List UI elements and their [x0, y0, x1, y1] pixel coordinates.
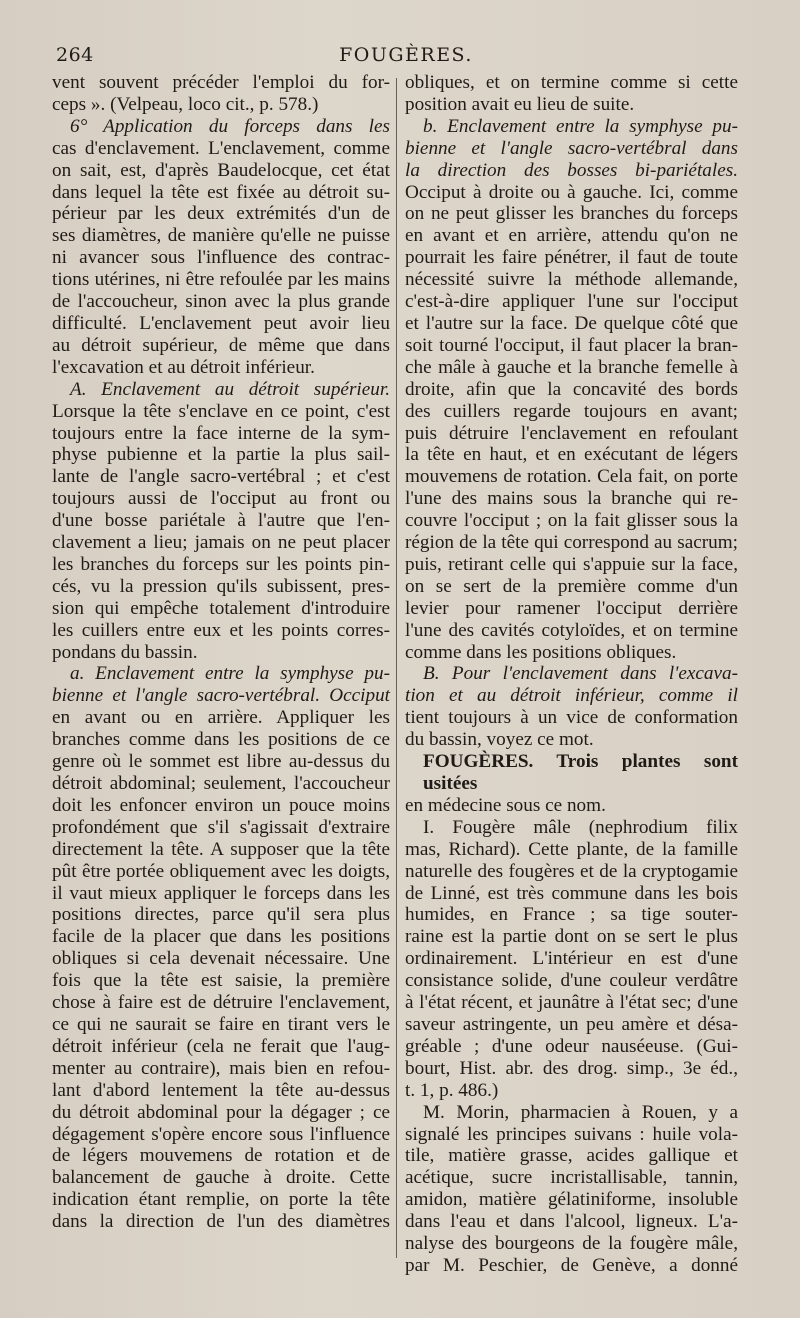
text-line: pourrait les faire pénétrer, il faut de toute: [405, 247, 738, 269]
text-line: nalyse des bourgeons de la fougère mâle,: [405, 1233, 738, 1255]
text-line: il vaut mieux appliquer le forceps dans les: [52, 882, 390, 904]
text-line: comme dans les positions obliques.: [405, 641, 677, 663]
text-line: ordinairement. L'intérieur en est d'une: [405, 948, 738, 970]
text-line: toujours entre la face interne de la sym-: [52, 422, 390, 444]
text-line: lant d'abord lentement la tête au-dessus: [52, 1079, 390, 1101]
text-line: détroit inférieur (cela ne ferait que l'aug-: [52, 1035, 390, 1057]
text-line: cés, vu la pression qu'ils subissent, pres-: [52, 575, 390, 597]
text-line: t. 1, p. 486.): [405, 1079, 499, 1101]
text-line: pût être portée obliquement avec les doigts,: [52, 860, 390, 882]
text-line: des cuillers regarde toujours en avant;: [405, 400, 738, 422]
text-line: dans la direction de l'un des diamètres: [52, 1211, 390, 1233]
text-line: nécessité suivre la méthode allemande,: [405, 269, 738, 291]
text-line: les cuillers entre eux et les points corres-: [52, 619, 390, 641]
text-line: à l'état récent, et jaunâtre à l'état sec; d'une: [405, 992, 738, 1014]
text-line: B. Pour l'enclavement dans l'excava-: [423, 663, 738, 685]
text-line: FOUGÈRES. Trois plantes sont usitées: [423, 751, 738, 794]
text-line: couvre l'occiput ; on la fait glisser sous la: [405, 510, 738, 532]
text-line: directement la tête. A supposer que la tête: [52, 838, 390, 860]
column-divider: [396, 78, 397, 1258]
text-line: acétique, sucre incristallisable, tannin,: [405, 1167, 738, 1189]
page-number: 264: [56, 44, 94, 66]
text-line: ni avancer sous l'influence des contrac-: [52, 247, 390, 269]
running-title: FOUGÈRES.: [339, 44, 473, 66]
text-line: vent souvent précéder l'emploi du for-: [52, 72, 390, 93]
text-line: en médecine sous ce nom.: [405, 794, 606, 816]
text-line: a. Enclavement entre la symphyse pu-: [70, 663, 390, 685]
text-line: consistance solide, d'une couleur verdâtre: [405, 970, 738, 992]
text-line: M. Morin, pharmacien à Rouen, y a: [423, 1101, 738, 1123]
text-line: de légers mouvemens de rotation et de: [52, 1145, 390, 1167]
text-line: bienne et l'angle sacro-vertébral dans: [405, 137, 738, 159]
text-line: les branches du forceps sur les points pin-: [52, 553, 390, 575]
text-line: pondans du bassin.: [52, 641, 198, 663]
text-line: lante de l'angle sacro-vertébral ; et c'est: [52, 466, 390, 488]
text-line: gréable ; d'une odeur nauséeuse. (Gui-: [405, 1035, 738, 1057]
text-line: la direction des bosses bi-pariétales.: [405, 159, 738, 181]
text-line: au détroit supérieur, de même que dans: [52, 334, 390, 356]
text-line: tient toujours à un vice de conformation: [405, 707, 738, 729]
text-line: balancement de gauche à droite. Cette: [52, 1167, 390, 1189]
text-line: che mâle à gauche et la branche femelle à: [405, 356, 738, 378]
text-line: Occiput à droite ou à gauche. Ici, comme: [405, 181, 738, 203]
text-line: région de la tête qui correspond au sacrum;: [405, 532, 738, 554]
text-line: on se sert de la première comme d'un: [405, 575, 738, 597]
text-line: on ne peut glisser les branches du forceps: [405, 203, 738, 225]
text-line: clavement a lieu; jamais on ne peut placer: [52, 532, 390, 554]
text-line: puis détruire l'enclavement en refoulant: [405, 422, 738, 444]
text-line: saveur astringente, un peu amère et désa-: [405, 1013, 738, 1035]
text-line: positions directes, parce qu'il sera plus: [52, 904, 390, 926]
text-line: profondément que s'il s'agissait d'extraire: [52, 816, 390, 838]
text-line: A. Enclavement au détroit supérieur.: [70, 378, 390, 400]
text-line: 6° Application du forceps dans les: [70, 115, 390, 137]
text-line: facile de la placer que dans les positions: [52, 926, 390, 948]
text-line: tile, matière grasse, acides gallique et: [405, 1145, 738, 1167]
text-line: signalé les principes suivans : huile vola-: [405, 1123, 738, 1145]
text-line: raine est la partie dont on se sert le plus: [405, 926, 738, 948]
text-line: physe pubienne et la partie la plus sail-: [52, 444, 390, 466]
text-line: puis, retirant celle qui s'appuie sur la face,: [405, 553, 738, 575]
text-line: obliques, et on termine comme si cette: [405, 72, 738, 93]
text-line: Lorsque la tête s'enclave en ce point, c'est: [52, 400, 390, 422]
text-line: naturelle des fougères et de la cryptogamie: [405, 860, 738, 882]
text-line: du bassin, voyez ce mot.: [405, 729, 594, 751]
text-line: position avait eu lieu de suite.: [405, 93, 635, 115]
text-line: b. Enclavement entre la symphyse pu-: [423, 115, 738, 137]
text-line: périeur par les deux extrémités d'un de: [52, 203, 390, 225]
text-line: détroit abdominal; seulement, l'accoucheur: [52, 773, 390, 794]
text-line: bienne et l'angle sacro-vertébral. Occiput: [52, 685, 390, 707]
text-line: humides, en France ; sa tige souter-: [405, 904, 738, 926]
text-line: ses diamètres, de manière qu'elle ne puisse: [52, 225, 390, 247]
text-line: dans lequel la tête est fixée au détroit su-: [52, 181, 390, 203]
text-line: sion qui empêche totalement d'introduire: [52, 597, 390, 619]
text-line: difficulté. L'enclavement peut avoir lieu: [52, 312, 390, 334]
text-line: l'une des cavités cotyloïdes, et on termine: [405, 619, 738, 641]
page-header: [52, 44, 760, 74]
text-line: indication étant remplie, on porte la tête: [52, 1189, 390, 1211]
text-line: doit les enfoncer environ un pouce moins: [52, 794, 390, 816]
text-line: levier pour ramener l'occiput derrière: [405, 597, 738, 619]
text-line: d'une bosse pariétale à l'autre que l'en-: [52, 510, 390, 532]
text-line: tion et au détroit inférieur, comme il: [405, 685, 738, 707]
text-line: mouvemens de rotation. Cela fait, on porte: [405, 466, 738, 488]
text-line: l'une des mains sous la branche qui re-: [405, 488, 738, 510]
text-line: genre où le sommet est libre au-dessus du: [52, 751, 390, 773]
text-line: on sait, est, d'après Baudelocque, cet état: [52, 159, 390, 181]
text-line: la tête en haut, et en exécutant de légers: [405, 444, 738, 466]
text-line: de l'accoucheur, sinon avec la plus grande: [52, 291, 390, 313]
text-line: et l'autre sur la face. De quelque côté que: [405, 312, 738, 334]
left-column: [52, 72, 390, 1233]
right-column: [405, 72, 738, 1277]
text-line: cas d'enclavement. L'enclavement, comme: [52, 137, 390, 159]
text-line: du détroit abdominal pour la dégager ; ce: [52, 1101, 390, 1123]
text-line: menter au contraire), mais bien en refou-: [52, 1057, 390, 1079]
text-line: l'excavation et au détroit inférieur.: [52, 356, 315, 378]
text-line: de Linné, est très commune dans les bois: [405, 882, 738, 904]
text-line: obliques si cela devenait nécessaire. Une: [52, 948, 390, 970]
text-line: en avant ou en arrière. Appliquer les: [52, 707, 390, 729]
text-line: en avant et en arrière, attendu qu'on ne: [405, 225, 738, 247]
text-line: c'est-à-dire appliquer l'une sur l'occiput: [405, 291, 738, 313]
text-line: amidon, matière gélatiniforme, insoluble: [405, 1189, 738, 1211]
text-line: fois que la tête est saisie, la première: [52, 970, 390, 992]
text-line: bourt, Hist. abr. des drog. simp., 3e éd.,: [405, 1057, 738, 1079]
text-line: ceps ». (Velpeau, loco cit., p. 578.): [52, 93, 319, 115]
text-line: tions utérines, ni être refoulée par les mains: [52, 269, 390, 291]
text-line: mas, Richard). Cette plante, de la famille: [405, 838, 738, 860]
text-line: I. Fougère mâle (nephrodium filix: [423, 816, 738, 838]
text-line: soit tourné l'occiput, il faut placer la bran-: [405, 334, 738, 356]
text-line: droite, afin que la concavité des bords: [405, 378, 738, 400]
text-line: par M. Peschier, de Genève, a donné: [405, 1254, 738, 1276]
text-line: branches comme dans les positions de ce: [52, 729, 390, 751]
text-line: dégagement s'opère encore sous l'influence: [52, 1123, 390, 1145]
text-line: toujours aussi de l'occiput au front ou: [52, 488, 390, 510]
text-line: ce qui ne saurait se faire en tirant vers le: [52, 1013, 390, 1035]
text-line: dans l'eau et dans l'alcool, ligneux. L'a-: [405, 1211, 738, 1233]
text-line: chose à faire est de détruire l'enclavement,: [52, 992, 390, 1014]
